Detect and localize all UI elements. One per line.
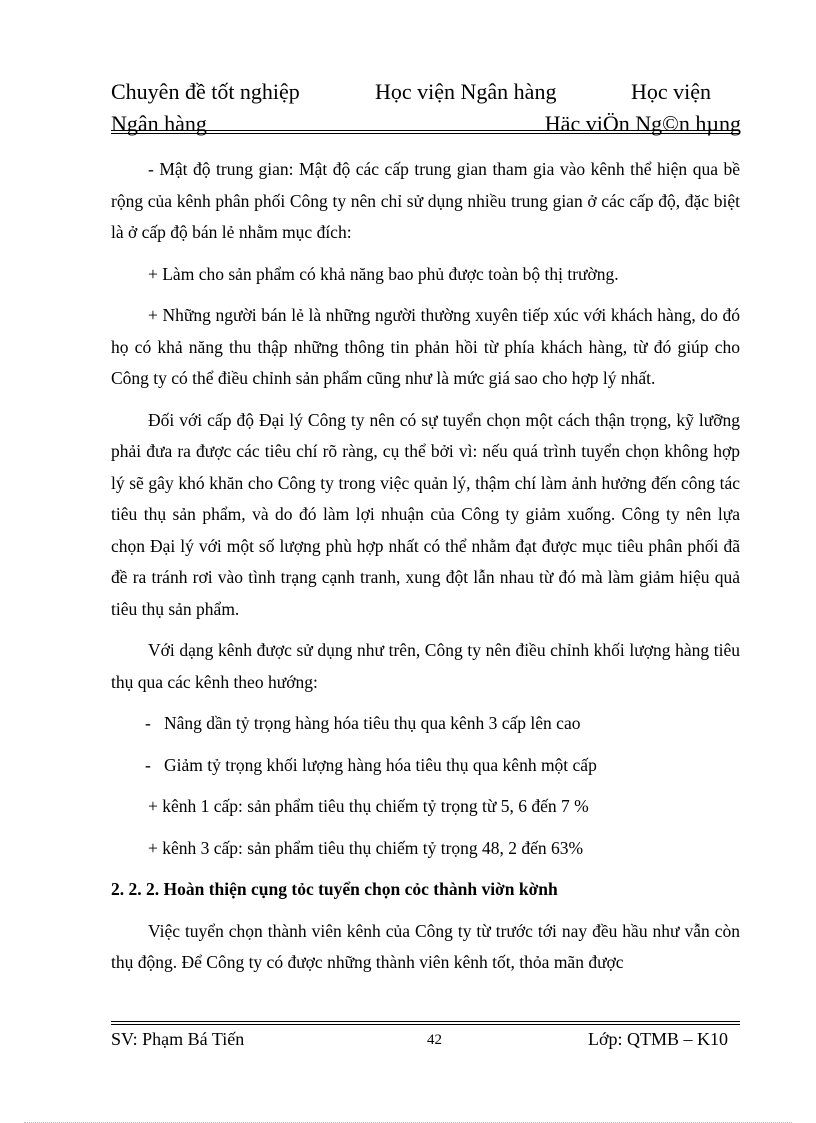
list-dash: -: [145, 713, 151, 733]
header-row-2: [111, 108, 741, 140]
header-institution: Học viện Ngân hàng: [375, 79, 557, 104]
header-thesis-title: Chuyên đề tốt nghiệp: [111, 79, 300, 104]
page-body: [111, 154, 740, 989]
list-item-text: Giảm tỷ trọng khối lượng hàng hóa tiêu thụ qua kênh một cấp: [164, 754, 597, 775]
footer-divider-secondary: [111, 1024, 740, 1025]
paragraph-level3-channel: + kênh 3 cấp: sản phẩm tiêu thụ chiếm tỷ trọng 48, 2 đến 63%: [148, 837, 584, 858]
paragraph-retailers: + Những người bán lẻ là những người thường xuyên tiếp xúc với khách hàng, do đó họ có khả năng thu thập những thông tin phản hồi từ phía khách hàng, từ đó giúp cho Công ty có thể điều chỉnh sản phẩm cũng như là mức giá sao cho hợp lý nhất.: [111, 305, 740, 388]
list-item: [111, 708, 740, 740]
paragraph-intermediary-density: - Mật độ trung gian: Mật độ các cấp trung gian tham gia vào kênh thể hiện qua bề rộng của kênh phân phối Công ty nên chỉ sử dụng nhiều trung gian ở các cấp độ, đặc biệt là ở cấp độ bán lẻ nhằm mục đích:: [111, 159, 740, 242]
footer-class: Lớp: QTMB – K10: [587, 1029, 728, 1049]
paragraph-member-selection: Việc tuyển chọn thành viên kênh của Công ty từ trước tới nay đều hầu như vẫn còn thụ động. Để Công ty có được những thành viên kênh tốt, thỏa mãn được: [111, 920, 740, 972]
header-institution-part: Học viện: [630, 79, 711, 104]
paragraph-channel-adjustment: Với dạng kênh được sử dụng như trên, Công ty nên điều chỉnh khối lượng hàng tiêu thụ qua các kênh theo hướng:: [111, 640, 740, 692]
paragraph-level1-channel: + kênh 1 cấp: sản phẩm tiêu thụ chiếm tỷ trọng từ 5, 6 đến 7 %: [148, 796, 589, 816]
paragraph-market-coverage: + Làm cho sản phẩm có khả năng bao phủ được toàn bộ thị trường.: [148, 263, 619, 284]
footer-divider: [111, 1021, 740, 1022]
page-footer: [111, 1027, 740, 1053]
list-item-text: Nâng dần tỷ trọng hàng hóa tiêu thụ qua kênh 3 cấp lên cao: [164, 713, 581, 733]
header-divider: [111, 130, 740, 131]
section-heading: 2. 2. 2. Hoàn thiện cụng tỏc tuyển chọn cỏc thành viờn kờnh: [111, 879, 558, 899]
header-row-1: [111, 76, 741, 108]
page-number: 42: [427, 1032, 442, 1048]
footer-student-name: SV: Phạm Bá Tiến: [111, 1029, 245, 1049]
paragraph-agent-selection: Đối với cấp độ Đại lý Công ty nên có sự tuyển chọn một cách thận trọng, kỹ lưỡng phải đưa ra được các tiêu chí rõ ràng, cụ thể bởi vì: nếu quá trình tuyển chọn không hợp lý sẽ gây khó khăn cho Công ty trong việc quản lý, thậm chí làm ảnh hưởng đến công tác tiêu thụ sản phẩm, và do đó làm lợi nhuận của Công ty giảm xuống. Công ty nên lựa chọn Đại lý với một số lượng phù hợp nhất có thể nhằm đạt được mục tiêu phân phối đã đề ra tránh rơi vào tình trạng cạnh tranh, xung đột lẫn nhau từ đó mà làm giảm hiệu quả tiêu thụ sản phẩm.: [111, 409, 740, 619]
header-divider-secondary: [111, 133, 740, 134]
header-institution-garbled: Häc viÖn Ng©n hµng: [544, 111, 741, 136]
list-item: [111, 750, 740, 782]
list-dash: -: [145, 754, 151, 775]
header-institution-continued: Ngân hàng: [111, 111, 207, 136]
